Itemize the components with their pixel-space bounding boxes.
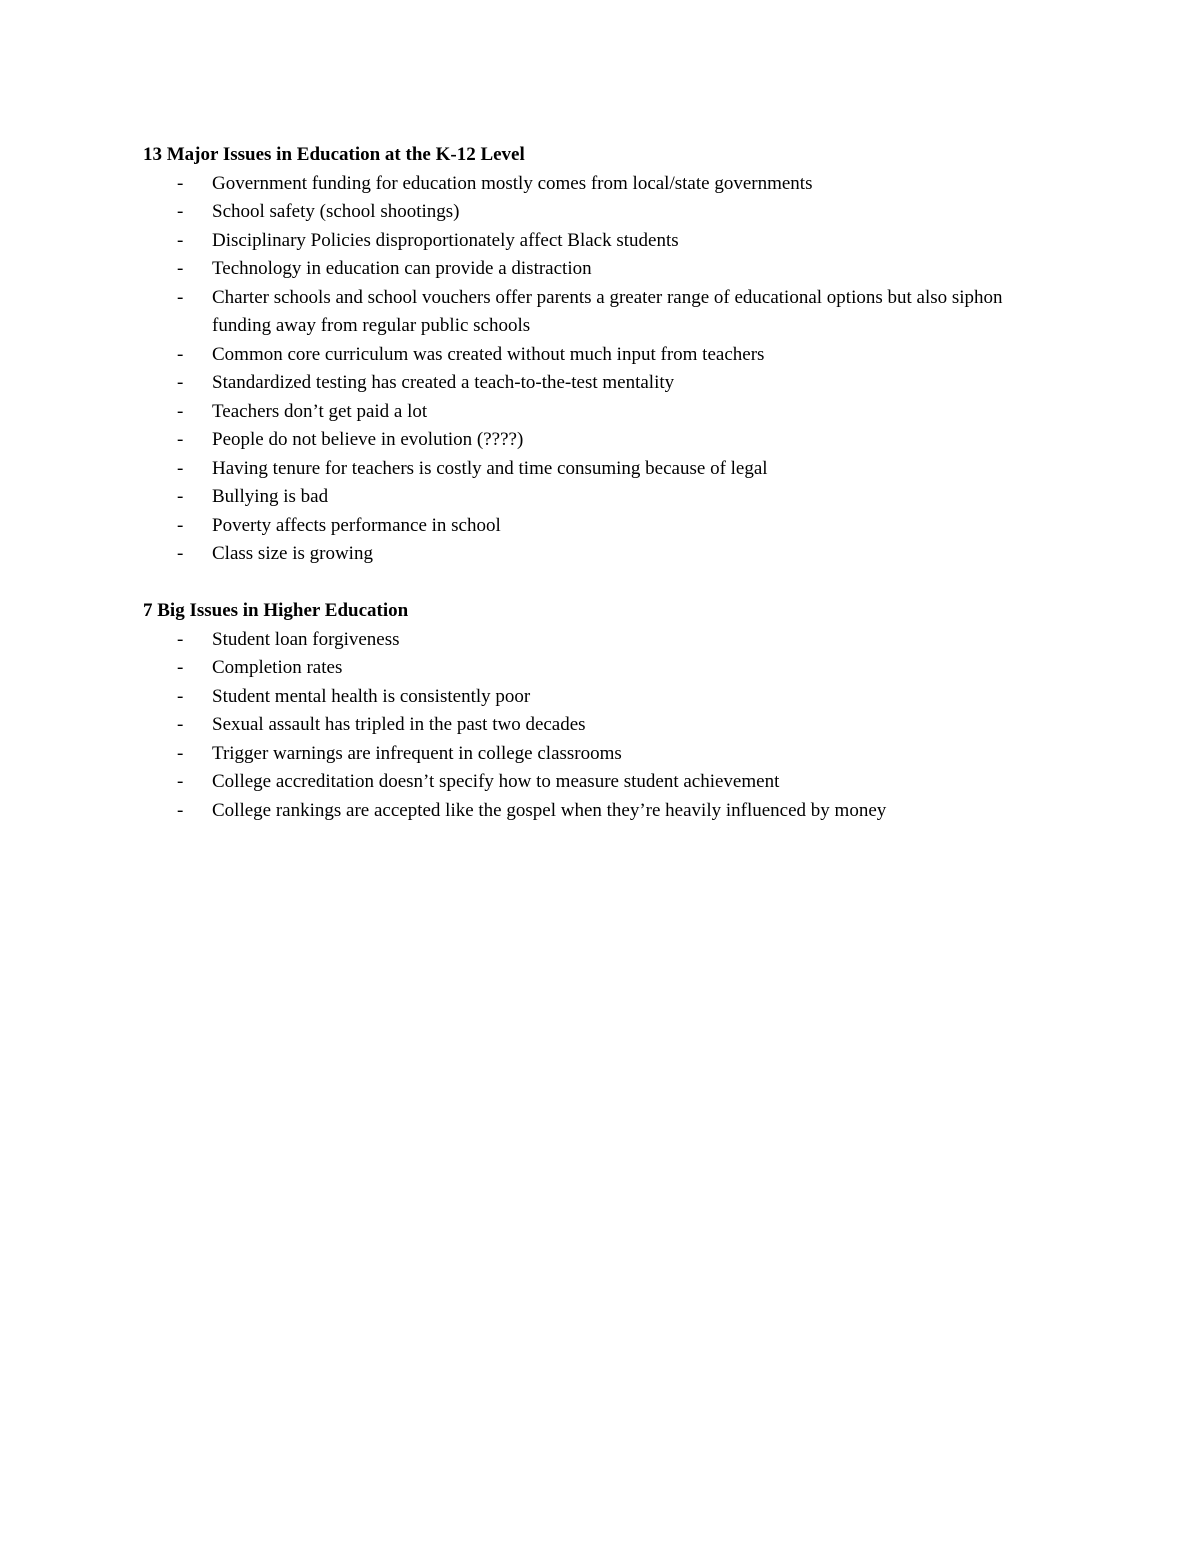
bullet-dash: - bbox=[177, 628, 184, 650]
bullet-dash: - bbox=[177, 799, 184, 821]
bullet-dash: - bbox=[177, 457, 184, 479]
bullet-dash: - bbox=[177, 714, 184, 735]
bullet-dash: - bbox=[177, 201, 184, 222]
list-item bbox=[143, 483, 1063, 512]
list-item bbox=[143, 711, 1063, 740]
list-item bbox=[143, 255, 1063, 284]
bullet-dash: - bbox=[177, 543, 184, 564]
list-item bbox=[143, 797, 1063, 826]
list-item-text: College accreditation doesn’t specify how to measure student achievement bbox=[212, 771, 780, 792]
list-item bbox=[143, 768, 1063, 797]
k12-issues-section bbox=[143, 141, 1063, 569]
list-item-text: Government funding for education mostly comes from local/state governments bbox=[212, 172, 813, 194]
list-item bbox=[143, 341, 1063, 370]
section-heading: 13 Major Issues in Education at the K-12 Level bbox=[143, 144, 525, 165]
bullet-dash: - bbox=[177, 172, 184, 194]
bullet-dash: - bbox=[177, 286, 184, 308]
list-item bbox=[143, 455, 1063, 484]
list-item bbox=[143, 227, 1063, 256]
list-item bbox=[143, 626, 1063, 655]
list-item-text: Common core curriculum was created without much input from teachers bbox=[212, 343, 765, 365]
list-item-text: Student mental health is consistently poor bbox=[212, 685, 531, 707]
bullet-dash: - bbox=[177, 514, 184, 536]
k12-issues-list bbox=[143, 170, 1063, 569]
list-item-text: Completion rates bbox=[212, 657, 343, 678]
list-item-text: Technology in education can provide a distraction bbox=[212, 258, 592, 279]
bullet-dash: - bbox=[177, 486, 184, 507]
list-item bbox=[143, 683, 1063, 712]
list-item-text: Bullying is bad bbox=[212, 486, 329, 507]
list-item bbox=[143, 426, 1063, 455]
list-item-text: School safety (school shootings) bbox=[212, 201, 460, 222]
list-item bbox=[143, 654, 1063, 683]
list-item bbox=[143, 740, 1063, 769]
list-item-text: Having tenure for teachers is costly and time consuming because of legal bbox=[212, 457, 768, 479]
list-item-text: Student loan forgiveness bbox=[212, 628, 400, 650]
list-item-text: Charter schools and school vouchers offer parents a greater range of educational options but also siphon funding away from regular public schools bbox=[212, 286, 1003, 336]
bullet-dash: - bbox=[177, 258, 184, 279]
higher-ed-issues-section bbox=[143, 597, 1063, 825]
bullet-dash: - bbox=[177, 657, 184, 678]
list-item-text: Sexual assault has tripled in the past two decades bbox=[212, 714, 586, 735]
list-item-text: Teachers don’t get paid a lot bbox=[212, 400, 428, 422]
list-item-text: Class size is growing bbox=[212, 543, 373, 564]
bullet-dash: - bbox=[177, 229, 184, 251]
list-item bbox=[143, 170, 1063, 199]
list-item-text: People do not believe in evolution (????) bbox=[212, 429, 524, 450]
list-item bbox=[143, 284, 1063, 341]
list-item bbox=[143, 512, 1063, 541]
higher-ed-issues-list bbox=[143, 626, 1063, 826]
section-heading: 7 Big Issues in Higher Education bbox=[143, 600, 409, 621]
bullet-dash: - bbox=[177, 685, 184, 707]
list-item-text: Standardized testing has created a teach-to-the-test mentality bbox=[212, 372, 675, 393]
list-item bbox=[143, 369, 1063, 398]
list-item-text: Poverty affects performance in school bbox=[212, 514, 501, 536]
bullet-dash: - bbox=[177, 742, 184, 764]
list-item bbox=[143, 198, 1063, 227]
bullet-dash: - bbox=[177, 372, 184, 393]
bullet-dash: - bbox=[177, 343, 184, 365]
bullet-dash: - bbox=[177, 429, 184, 450]
list-item bbox=[143, 540, 1063, 569]
list-item bbox=[143, 398, 1063, 427]
bullet-dash: - bbox=[177, 400, 184, 422]
list-item-text: Trigger warnings are infrequent in college classrooms bbox=[212, 742, 622, 764]
list-item-text: Disciplinary Policies disproportionately affect Black students bbox=[212, 229, 679, 251]
bullet-dash: - bbox=[177, 771, 184, 792]
list-item-text: College rankings are accepted like the gospel when they’re heavily influenced by money bbox=[212, 799, 887, 821]
